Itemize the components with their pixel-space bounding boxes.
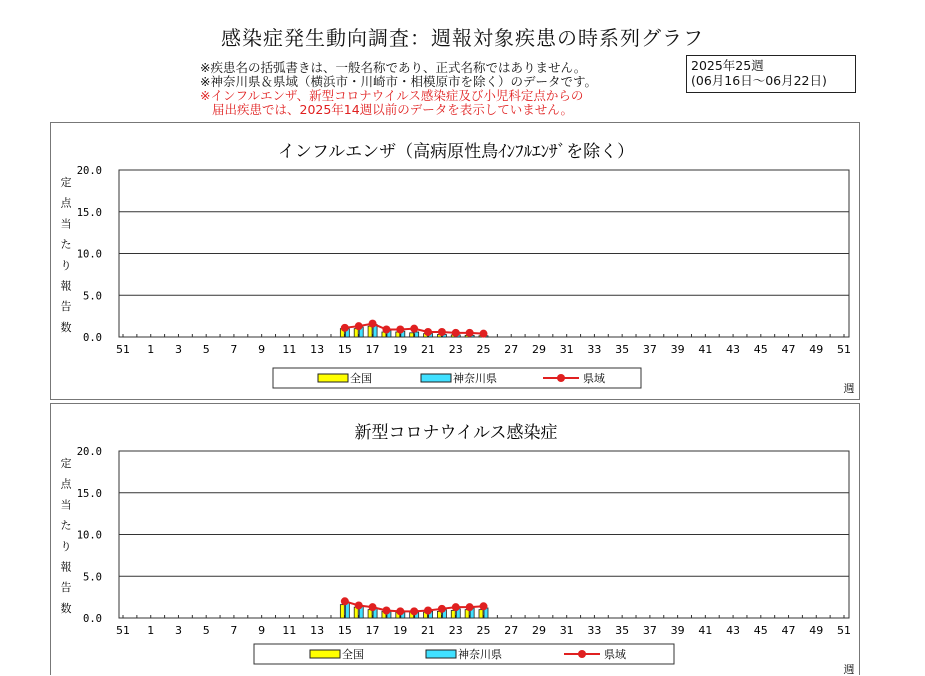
point-region <box>424 328 432 336</box>
point-region <box>480 602 488 610</box>
x-tick-label: 3 <box>174 624 182 637</box>
x-tick-label: 25 <box>476 624 491 637</box>
bar-kanagawa <box>415 332 419 337</box>
covid-chart <box>51 404 861 676</box>
x-tick-label: 7 <box>230 624 238 637</box>
legend-label: 県域 <box>604 648 626 661</box>
x-tick-label: 27 <box>504 624 519 637</box>
x-tick-label: 39 <box>670 343 685 356</box>
x-tick-label: 19 <box>393 343 408 356</box>
x-tick-label: 1 <box>147 343 155 356</box>
y-axis-label: り <box>60 539 72 553</box>
chart-title: インフルエンザ（高病原性鳥ｲﾝﾌﾙｴﾝｻﾞを除く） <box>277 142 635 162</box>
legend-label: 神奈川県 <box>453 372 497 385</box>
y-tick-label: 10.0 <box>76 529 102 542</box>
week-box <box>686 55 856 93</box>
y-tick-label: 0.0 <box>83 613 102 625</box>
x-tick-label: 41 <box>698 624 713 637</box>
x-tick-label: 49 <box>809 343 824 356</box>
point-region <box>452 329 460 337</box>
x-tick-label: 21 <box>421 624 436 637</box>
x-tick-label: 9 <box>258 624 266 637</box>
x-tick-label: 15 <box>337 343 352 356</box>
x-tick-label: 43 <box>726 624 741 637</box>
y-axis-label: た <box>60 519 72 533</box>
x-tick-label: 15 <box>337 624 352 637</box>
bar-national <box>479 610 483 618</box>
x-tick-label: 51 <box>837 343 851 356</box>
x-tick-label: 47 <box>781 624 796 637</box>
y-axis-label: 報 <box>60 560 72 574</box>
y-axis-label: 点 <box>60 196 72 210</box>
legend-swatch-national <box>318 374 348 382</box>
point-region <box>341 597 349 605</box>
influenza-chart <box>51 123 861 401</box>
point-region <box>382 606 390 614</box>
x-tick-label: 13 <box>310 624 325 637</box>
y-axis-label: 定 <box>60 176 72 189</box>
x-tick-label: 51 <box>116 343 130 356</box>
x-tick-label: 51 <box>837 624 851 637</box>
x-tick-label: 21 <box>421 343 436 356</box>
point-region <box>355 322 363 330</box>
x-tick-label: 17 <box>365 624 380 637</box>
y-axis-label: 告 <box>60 300 72 314</box>
point-region <box>396 607 404 615</box>
y-axis-label: 告 <box>60 581 72 595</box>
point-region <box>466 603 474 611</box>
notes <box>200 61 597 117</box>
x-tick-label: 29 <box>531 343 546 356</box>
y-axis-label: た <box>60 238 72 252</box>
point-region <box>438 605 446 613</box>
legend-swatch-national <box>310 650 340 658</box>
week-range: (06月16日～06月22日) <box>691 73 827 88</box>
y-axis-label: 当 <box>60 217 72 231</box>
y-axis-label: 数 <box>60 601 72 615</box>
x-tick-label: 49 <box>809 624 824 637</box>
y-axis-label: 点 <box>60 477 72 491</box>
y-tick-label: 20.0 <box>76 446 102 458</box>
x-tick-label: 11 <box>282 343 297 356</box>
chart-panel-influenza <box>50 122 860 400</box>
x-tick-label: 23 <box>448 343 463 356</box>
bar-national <box>368 326 372 337</box>
x-tick-label: 5 <box>202 343 210 356</box>
y-tick-label: 15.0 <box>76 487 102 500</box>
y-axis-label: り <box>60 258 72 272</box>
x-tick-label: 19 <box>393 624 408 637</box>
point-region <box>410 607 418 615</box>
legend-label: 全国 <box>350 372 372 385</box>
legend-marker-region <box>578 650 586 658</box>
legend-label: 県域 <box>583 372 605 385</box>
point-region <box>480 330 488 338</box>
bar-national <box>340 605 344 618</box>
x-tick-label: 45 <box>753 624 768 637</box>
chart-panel-covid <box>50 403 860 675</box>
y-tick-label: 5.0 <box>83 571 102 584</box>
point-region <box>466 329 474 337</box>
y-axis-label: 当 <box>60 498 72 512</box>
point-region <box>369 320 377 328</box>
x-tick-label: 31 <box>559 624 574 637</box>
x-tick-label: 35 <box>615 624 630 637</box>
point-region <box>341 324 349 332</box>
x-tick-label: 17 <box>365 343 380 356</box>
x-tick-label: 33 <box>587 343 602 356</box>
warning-line: ※インフルエンザ、新型コロナウイルス感染症及び小児科定点からの <box>200 88 584 103</box>
x-tick-label: 29 <box>531 624 546 637</box>
point-region <box>452 603 460 611</box>
point-region <box>382 325 390 333</box>
x-tick-label: 27 <box>504 343 519 356</box>
x-tick-label: 7 <box>230 343 238 356</box>
week-label: 2025年25週 <box>691 58 764 73</box>
x-tick-label: 37 <box>642 624 657 637</box>
x-axis-label: 週 <box>843 663 855 676</box>
x-tick-label: 31 <box>559 343 574 356</box>
x-axis-label: 週 <box>843 382 855 395</box>
bar-national <box>451 610 455 618</box>
warning-line: 届出疾患では、2025年14週以前のデータを表示していません。 <box>212 102 573 117</box>
legend-marker-region <box>557 374 565 382</box>
y-axis-label: 数 <box>60 320 72 334</box>
point-region <box>355 601 363 609</box>
legend-swatch-kanagawa <box>426 650 456 658</box>
y-tick-label: 0.0 <box>83 332 102 344</box>
point-region <box>424 606 432 614</box>
page-title: 感染症発生動向調査：週報対象疾患の時系列グラフ <box>221 26 704 50</box>
x-tick-label: 5 <box>202 624 210 637</box>
y-tick-label: 10.0 <box>76 248 102 261</box>
x-tick-label: 9 <box>258 343 266 356</box>
point-region <box>396 325 404 333</box>
point-region <box>438 328 446 336</box>
point-region <box>369 603 377 611</box>
x-tick-label: 25 <box>476 343 491 356</box>
x-tick-label: 11 <box>282 624 297 637</box>
y-tick-label: 5.0 <box>83 290 102 303</box>
legend-swatch-kanagawa <box>421 374 451 382</box>
y-tick-label: 15.0 <box>76 206 102 219</box>
note-line: ※神奈川県＆県域（横浜市・川崎市・相模原市を除く）のデータです。 <box>200 74 597 89</box>
x-tick-label: 51 <box>116 624 130 637</box>
x-tick-label: 35 <box>615 343 630 356</box>
x-tick-label: 39 <box>670 624 685 637</box>
x-tick-label: 13 <box>310 343 325 356</box>
x-tick-label: 1 <box>147 624 155 637</box>
x-tick-label: 43 <box>726 343 741 356</box>
chart-title: 新型コロナウイルス感染症 <box>354 423 558 443</box>
y-axis-label: 報 <box>60 279 72 293</box>
y-axis-label: 定 <box>60 457 72 470</box>
x-tick-label: 41 <box>698 343 713 356</box>
x-tick-label: 45 <box>753 343 768 356</box>
x-tick-label: 23 <box>448 624 463 637</box>
legend-label: 全国 <box>342 648 364 661</box>
y-tick-label: 20.0 <box>76 165 102 177</box>
x-tick-label: 47 <box>781 343 796 356</box>
note-line: ※疾患名の括弧書きは、一般名称であり、正式名称ではありません。 <box>200 60 587 75</box>
legend-label: 神奈川県 <box>458 648 502 661</box>
bar-national <box>410 333 414 337</box>
point-region <box>410 325 418 333</box>
x-tick-label: 3 <box>174 343 182 356</box>
x-tick-label: 33 <box>587 624 602 637</box>
x-tick-label: 37 <box>642 343 657 356</box>
